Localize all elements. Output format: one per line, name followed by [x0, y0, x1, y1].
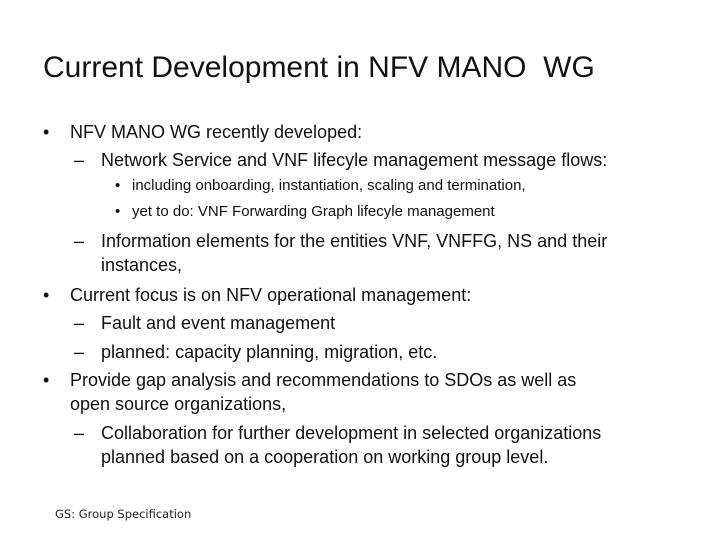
- sub-bullet-collaboration-line2: planned based on a cooperation on working group level.: [101, 447, 549, 467]
- sub-bullet-information-elements-line2: instances,: [101, 255, 183, 275]
- dash-marker: –: [74, 231, 85, 251]
- bullet-nfv-mano-developed: NFV MANO WG recently developed:: [70, 122, 363, 142]
- sub-bullet-collaboration-line1: Collaboration for further development in selected organizations: [101, 423, 602, 443]
- dash-marker: –: [74, 313, 85, 333]
- bullet-current-focus: Current focus is on NFV operational management:: [70, 285, 472, 305]
- bullet-gap-analysis-line1: Provide gap analysis and recommendations to SDOs as well as: [70, 370, 577, 390]
- bullet-marker: •: [43, 370, 50, 390]
- dash-marker: –: [74, 423, 85, 443]
- sub-bullet-fault-management: Fault and event management: [101, 313, 336, 333]
- footer-note: GS: Group Specification: [55, 507, 192, 521]
- bullet-gap-analysis-line2: open source organizations,: [70, 394, 287, 414]
- slide-title: Current Development in NFV MANO WG: [43, 51, 595, 84]
- sub-sub-bullet-onboarding: including onboarding, instantiation, scaling and termination,: [132, 177, 526, 194]
- bullet-marker: •: [115, 203, 121, 220]
- bullet-marker: •: [43, 285, 50, 305]
- dash-marker: –: [74, 150, 85, 170]
- sub-sub-bullet-vnf-forwarding-graph: yet to do: VNF Forwarding Graph lifecyle management: [132, 203, 495, 220]
- sub-bullet-planned-capacity: planned: capacity planning, migration, etc.: [101, 342, 438, 362]
- bullet-marker: •: [115, 177, 121, 194]
- sub-bullet-lifecycle-flows: Network Service and VNF lifecyle management message flows:: [101, 150, 608, 170]
- dash-marker: –: [74, 342, 85, 362]
- bullet-marker: •: [43, 122, 50, 142]
- sub-bullet-information-elements-line1: Information elements for the entities VNF, VNFFG, NS and their: [101, 231, 608, 251]
